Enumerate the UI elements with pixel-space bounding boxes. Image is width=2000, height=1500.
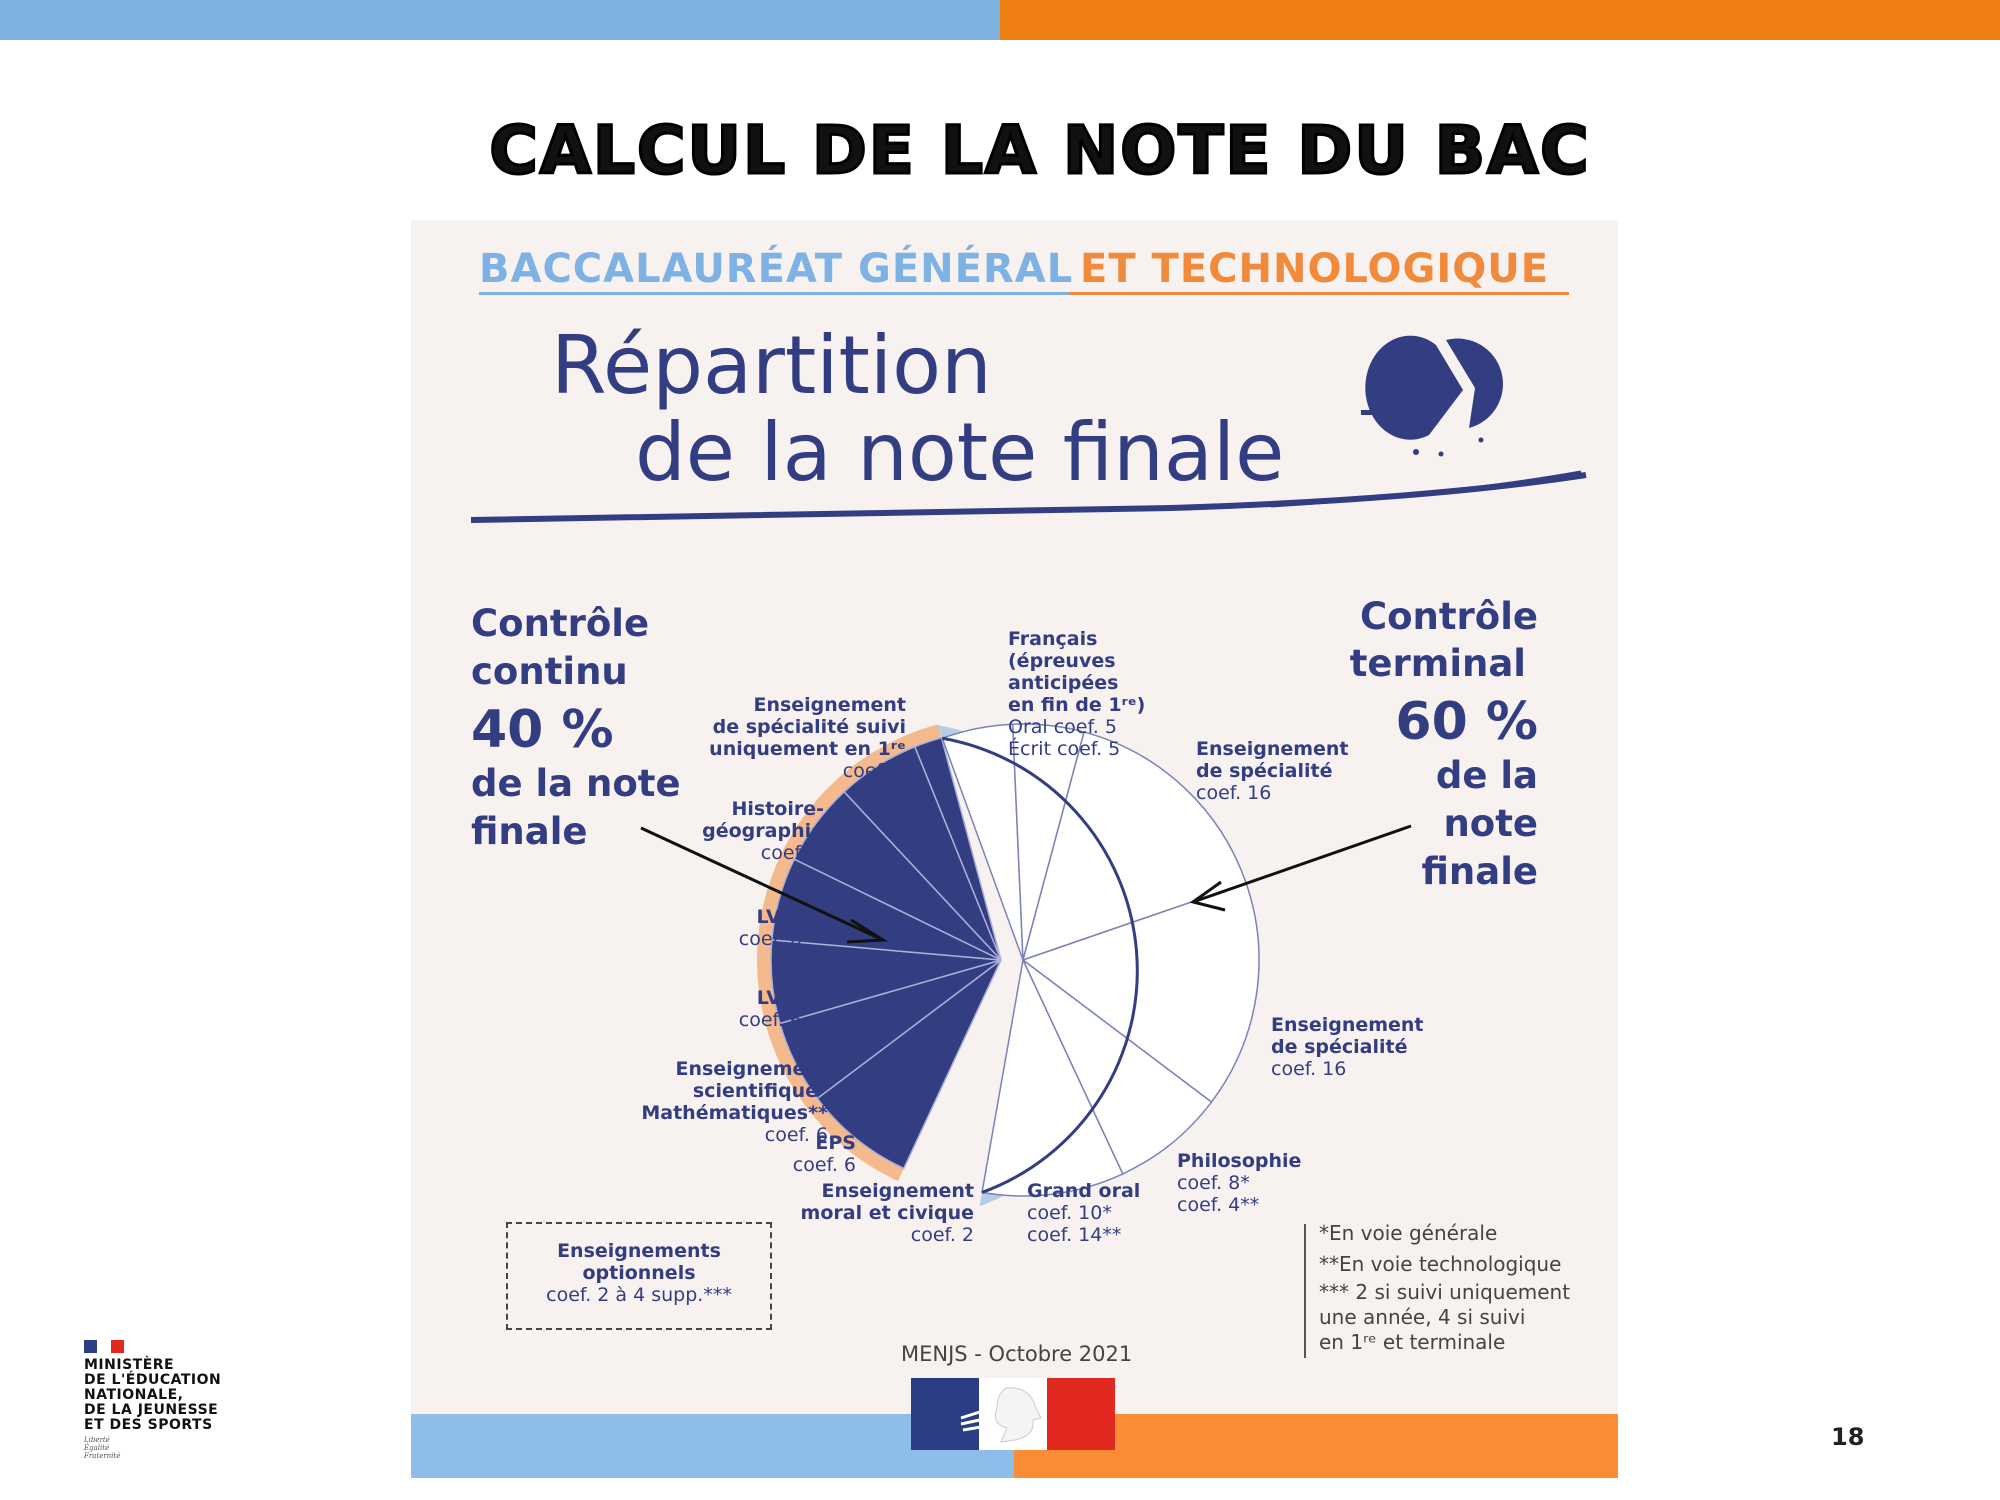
- label-histoire-geo: Histoire- géographie coef. 6: [702, 798, 824, 864]
- footnotes: *En voie générale **En voie technologique *** 2 si suivi uniquement une année, 4 si suivi en 1ʳᵉ et terminale: [1319, 1221, 1571, 1354]
- right-sub-line3: finale: [1421, 850, 1538, 893]
- label-emc: Enseignement moral et civique coef. 2: [800, 1180, 974, 1246]
- right-sub-line2: note: [1443, 802, 1538, 845]
- left-title-line2: continu: [471, 650, 628, 693]
- ministry-logo-text: MINISTÈRE DE L'ÉDUCATION NATIONALE, DE LA JEUNESSE ET DES SPORTS: [84, 1357, 222, 1433]
- right-title-line1: Contrôle: [1359, 595, 1538, 638]
- french-republic-flag-icon: [911, 1378, 1115, 1450]
- right-title-line2: terminal: [1349, 642, 1526, 685]
- label-francais: Français (épreuves anticipées en fin de 1ʳᵉ) Oral coef. 5 Écrit coef. 5: [1008, 628, 1146, 760]
- label-spec-first-year: Enseignement de spécialité suivi uniquement en 1ʳᵉ coef. 8: [709, 694, 906, 782]
- right-sub-line1: de la: [1435, 754, 1538, 797]
- left-title-line1: Contrôle: [471, 602, 650, 645]
- label-lvb: LV B coef. 6: [738, 987, 802, 1031]
- slide-title: CALCUL DE LA NOTE DU BAC: [489, 112, 1591, 189]
- left-percent: 40 %: [471, 700, 614, 760]
- label-spec-a: Enseignement de spécialité coef. 16: [1196, 738, 1349, 804]
- right-percent: 60 %: [1395, 692, 1538, 752]
- label-grand-oral: Grand oral coef. 10* coef. 14**: [1027, 1180, 1141, 1246]
- optional-courses-text: Enseignements optionnels coef. 2 à 4 supp.***: [546, 1240, 732, 1306]
- label-eps: EPS coef. 6: [792, 1132, 856, 1176]
- infographic-poster: [411, 220, 1618, 1478]
- source-credit: MENJS - Octobre 2021: [901, 1342, 1133, 1366]
- poster-title-line1: Répartition: [551, 319, 992, 412]
- poster-title-line2: de la note finale: [635, 406, 1285, 499]
- label-philosophie: Philosophie coef. 8* coef. 4**: [1177, 1150, 1302, 1216]
- header-technologique: ET TECHNOLOGIQUE: [1080, 246, 1550, 292]
- ministry-flag-icon: [84, 1340, 124, 1353]
- notes-divider: [1304, 1224, 1306, 1358]
- label-enseignement-scientifique: Enseignement scientifique* Mathématiques** coef. 6: [641, 1058, 828, 1146]
- top-bar-blue: [0, 0, 1000, 40]
- optional-courses-box: [506, 1222, 772, 1330]
- left-sub-line2: finale: [471, 810, 588, 853]
- page-number: 18: [1831, 1423, 1865, 1451]
- header-general: BACCALAURÉAT GÉNÉRAL: [479, 246, 1074, 292]
- ministry-motto: Liberté Égalité Fraternité: [84, 1436, 121, 1460]
- label-lva: LV A coef. 6: [738, 906, 802, 950]
- label-spec-b: Enseignement de spécialité coef. 16: [1271, 1014, 1424, 1080]
- top-bar-orange: [1000, 0, 2000, 40]
- left-sub-line1: de la note: [471, 762, 681, 805]
